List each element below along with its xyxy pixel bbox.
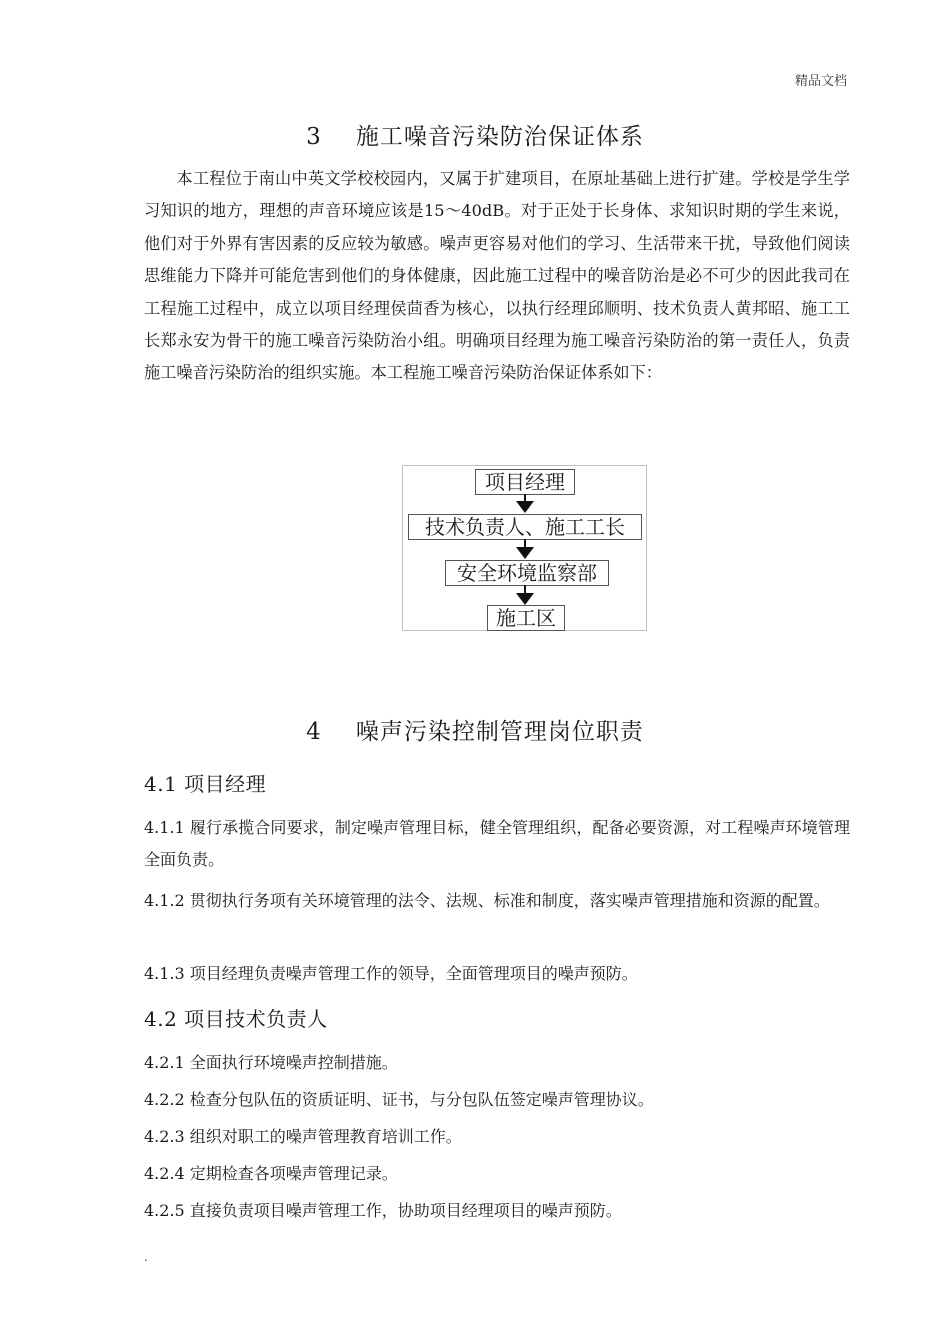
section-4-title-text: 噪声污染控制管理岗位职责 bbox=[355, 719, 644, 745]
item-4-2-2: 4.2.2 检查分包队伍的资质证明、证书，与分包队伍签定噪声管理协议。 bbox=[144, 1090, 654, 1109]
section-3-title-text: 施工噪音污染防治保证体系 bbox=[355, 124, 644, 150]
item-4-2-3: 4.2.3 组织对职工的噪声管理教育培训工作。 bbox=[144, 1127, 462, 1146]
item-4-2-5: 4.2.5 直接负责项目噪声管理工作，协助项目经理项目的噪声预防。 bbox=[144, 1201, 622, 1220]
flow-arrow-2 bbox=[516, 547, 534, 559]
flow-arrow-1 bbox=[516, 501, 534, 513]
flow-arrow-3 bbox=[516, 593, 534, 605]
section-3-number: 3 bbox=[306, 124, 322, 150]
item-4-1-3: 4.1.3 项目经理负责噪声管理工作的领导，全面管理项目的噪声预防。 bbox=[144, 964, 638, 983]
header-note: 精品文档 bbox=[794, 74, 847, 89]
item-4-2-4: 4.2.4 定期检查各项噪声管理记录。 bbox=[144, 1164, 398, 1183]
flow-node-project-manager: 项目经理 bbox=[475, 469, 575, 495]
item-4-1-1: 4.1.1 履行承揽合同要求，制定噪声管理目标，健全管理组织，配备必要资源，对工程噪声环境管理全面负责。 bbox=[144, 818, 850, 869]
subsection-4-1-heading: 4.1 项目经理 bbox=[144, 772, 267, 796]
section-3-paragraph: 本工程位于南山中英文学校校园内，又属于扩建项目，在原址基础上进行扩建。学校是学生学习知识的地方，理想的声音环境应该是15～40dB。对于正处于长身体、求知识时期的学生来说，他们对于外界有害因素的反应较为敏感。噪声更容易对他们的学习、生活带来干扰，导致他们阅读思维能力下降并可能危害到他们的身体健康，因此施工过程中的噪音防治是必不可少的因此我司在工程施工过程中，成立以项目经理侯茴香为核心，以执行经理邱顺明、技术负责人黄邦昭、施工工长郑永安为骨干的施工噪音污染防治小组。明确项目经理为施工噪音污染防治的第一责任人，负责施工噪音污染防治的组织实施。本工程施工噪音污染防治保证体系如下： bbox=[144, 169, 850, 383]
item-4-2-1: 4.2.1 全面执行环境噪声控制措施。 bbox=[144, 1053, 398, 1072]
flow-node-safety-environment-dept: 安全环境监察部 bbox=[445, 560, 609, 586]
flow-node-tech-lead-foreman: 技术负责人、施工工长 bbox=[408, 514, 642, 540]
item-4-1-2: 4.1.2 贯彻执行务项有关环境管理的法令、法规、标准和制度，落实噪声管理措施和资源的配置。 bbox=[144, 891, 830, 910]
section-4-number: 4 bbox=[306, 719, 322, 745]
section-4-title bbox=[0, 713, 950, 746]
flow-node-construction-area: 施工区 bbox=[487, 605, 565, 631]
flowchart bbox=[402, 465, 647, 631]
section-3-title bbox=[0, 118, 950, 151]
subsection-4-2-heading: 4.2 项目技术负责人 bbox=[144, 1007, 328, 1031]
footer-mark: . bbox=[144, 1250, 148, 1264]
